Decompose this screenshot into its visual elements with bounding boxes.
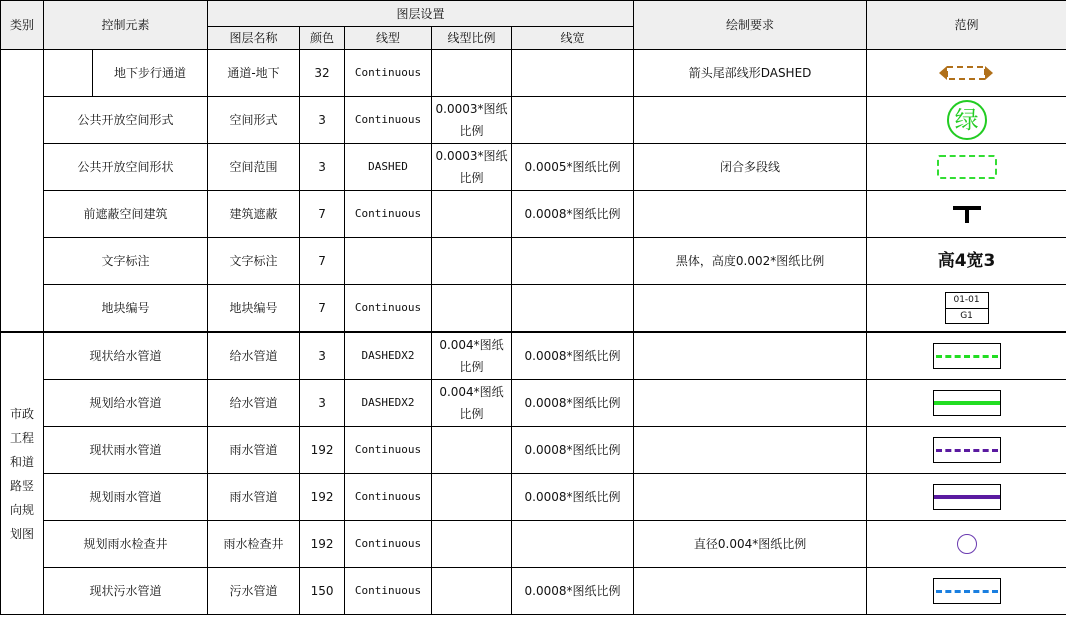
linetype-scale: 0.004*图纸比例 xyxy=(432,380,512,427)
element-name: 地下步行通道 xyxy=(93,50,208,97)
category-cell xyxy=(1,332,44,615)
line-sample-box xyxy=(933,437,1001,463)
legend-sample xyxy=(869,100,1064,140)
color-index: 150 xyxy=(300,568,345,615)
layer-name: 空间形式 xyxy=(208,97,300,144)
text-sample: 高4宽3 xyxy=(937,251,996,271)
linetype: Continuous xyxy=(345,191,432,238)
layer-name: 雨水管道 xyxy=(208,427,300,474)
header-linetype-scale: 线型比例 xyxy=(432,27,512,50)
linetype-scale: 0.0003*图纸比例 xyxy=(432,144,512,191)
layer-name: 建筑遮蔽 xyxy=(208,191,300,238)
lineweight: 0.0008*图纸比例 xyxy=(512,332,634,380)
lineweight xyxy=(512,285,634,333)
table-row xyxy=(1,380,1066,427)
t-symbol-icon xyxy=(953,203,981,225)
legend-cell xyxy=(867,191,1066,238)
legend-cell xyxy=(867,332,1066,380)
element-name: 现状给水管道 xyxy=(44,332,208,380)
table-row xyxy=(1,474,1066,521)
legend-sample xyxy=(869,343,1064,369)
line-sample-box xyxy=(933,343,1001,369)
dashed-rect-icon xyxy=(937,155,997,179)
header-lineweight: 线宽 xyxy=(512,27,634,50)
layer-name: 地块编号 xyxy=(208,285,300,333)
drawing-requirement: 闭合多段线 xyxy=(634,144,867,191)
table-row xyxy=(1,191,1066,238)
legend-sample xyxy=(869,390,1064,416)
header-layer-settings: 图层设置 xyxy=(208,1,634,27)
linetype-scale xyxy=(432,191,512,238)
table-row xyxy=(1,332,1066,380)
category-cell xyxy=(1,50,44,333)
green-circle-icon: 绿 xyxy=(947,100,987,140)
plot-number-box xyxy=(945,292,989,324)
linetype: Continuous xyxy=(345,474,432,521)
layer-name: 给水管道 xyxy=(208,380,300,427)
lineweight: 0.0008*图纸比例 xyxy=(512,474,634,521)
linetype xyxy=(345,238,432,285)
layer-name: 雨水管道 xyxy=(208,474,300,521)
header-sample: 范例 xyxy=(867,1,1066,50)
color-index: 3 xyxy=(300,97,345,144)
linetype-scale xyxy=(432,238,512,285)
table-row xyxy=(1,238,1066,285)
color-index: 192 xyxy=(300,427,345,474)
drawing-requirement: 直径0.004*图纸比例 xyxy=(634,521,867,568)
drawing-requirement xyxy=(634,332,867,380)
lineweight: 0.0008*图纸比例 xyxy=(512,568,634,615)
element-name: 地块编号 xyxy=(44,285,208,333)
plot-number-bottom: G1 xyxy=(960,310,973,321)
legend-cell xyxy=(867,50,1066,97)
layer-name: 给水管道 xyxy=(208,332,300,380)
legend-sample xyxy=(869,155,1064,179)
solid-line-icon xyxy=(934,495,1000,499)
lineweight xyxy=(512,50,634,97)
legend-cell xyxy=(867,97,1066,144)
linetype: Continuous xyxy=(345,427,432,474)
legend-sample xyxy=(869,292,1064,324)
element-name: 规划给水管道 xyxy=(44,380,208,427)
linetype: DASHEDX2 xyxy=(345,380,432,427)
linetype-scale xyxy=(432,521,512,568)
dashed-line-icon xyxy=(936,449,998,452)
legend-cell xyxy=(867,568,1066,615)
legend-cell xyxy=(867,474,1066,521)
linetype: Continuous xyxy=(345,568,432,615)
drawing-requirement: 箭头尾部线形DASHED xyxy=(634,50,867,97)
color-index: 192 xyxy=(300,474,345,521)
manhole-circle-icon xyxy=(957,534,977,554)
lineweight xyxy=(512,521,634,568)
legend-cell xyxy=(867,427,1066,474)
line-sample-box xyxy=(933,390,1001,416)
dashed-arrow-icon xyxy=(937,63,997,83)
lineweight: 0.0008*图纸比例 xyxy=(512,191,634,238)
table-row xyxy=(1,521,1066,568)
element-name: 规划雨水检查井 xyxy=(44,521,208,568)
linetype: Continuous xyxy=(345,50,432,97)
linetype-scale: 0.004*图纸比例 xyxy=(432,332,512,380)
legend-sample xyxy=(869,534,1064,554)
dashed-line-icon xyxy=(936,355,998,358)
linetype-scale xyxy=(432,568,512,615)
color-index: 3 xyxy=(300,332,345,380)
legend-sample xyxy=(869,203,1064,225)
linetype-scale: 0.0003*图纸比例 xyxy=(432,97,512,144)
element-name: 规划雨水管道 xyxy=(44,474,208,521)
drawing-requirement xyxy=(634,427,867,474)
legend-sample xyxy=(869,437,1064,463)
indent-cell xyxy=(44,50,93,97)
table-body xyxy=(1,1,1066,615)
legend-cell xyxy=(867,144,1066,191)
drawing-requirement xyxy=(634,380,867,427)
legend-cell xyxy=(867,521,1066,568)
lineweight: 0.0005*图纸比例 xyxy=(512,144,634,191)
linetype-scale xyxy=(432,474,512,521)
table-row xyxy=(1,285,1066,333)
linetype-scale xyxy=(432,427,512,474)
table-row xyxy=(1,144,1066,191)
lineweight xyxy=(512,97,634,144)
color-index: 3 xyxy=(300,144,345,191)
header-element: 控制元素 xyxy=(44,1,208,50)
header-category: 类别 xyxy=(1,1,44,50)
linetype: DASHED xyxy=(345,144,432,191)
layer-name: 污水管道 xyxy=(208,568,300,615)
lineweight xyxy=(512,238,634,285)
legend-cell xyxy=(867,285,1066,333)
table-row xyxy=(1,427,1066,474)
lineweight: 0.0008*图纸比例 xyxy=(512,427,634,474)
table-row xyxy=(1,97,1066,144)
legend-sample xyxy=(869,484,1064,510)
header-color: 颜色 xyxy=(300,27,345,50)
color-index: 7 xyxy=(300,285,345,333)
color-index: 32 xyxy=(300,50,345,97)
layer-name: 空间范围 xyxy=(208,144,300,191)
drawing-requirement: 黑体，高度0.002*图纸比例 xyxy=(634,238,867,285)
drawing-requirement xyxy=(634,568,867,615)
color-index: 7 xyxy=(300,238,345,285)
element-name: 前遮蔽空间建筑 xyxy=(44,191,208,238)
dashed-line-icon xyxy=(936,590,998,593)
drawing-requirement xyxy=(634,191,867,238)
table-row xyxy=(1,50,1066,97)
drawing-requirement xyxy=(634,474,867,521)
header-row-1 xyxy=(1,1,1066,27)
line-sample-box xyxy=(933,578,1001,604)
element-name: 现状雨水管道 xyxy=(44,427,208,474)
layer-name: 雨水检查井 xyxy=(208,521,300,568)
linetype: Continuous xyxy=(345,521,432,568)
category-label: 市政 工程 和道 路竖 向规 划图 xyxy=(9,406,34,541)
linetype: DASHEDX2 xyxy=(345,332,432,380)
element-name: 公共开放空间形式 xyxy=(44,97,208,144)
header-drawing-req: 绘制要求 xyxy=(634,1,867,50)
linetype: Continuous xyxy=(345,97,432,144)
linetype-scale xyxy=(432,285,512,333)
legend-cell xyxy=(867,380,1066,427)
element-name: 文字标注 xyxy=(44,238,208,285)
plot-number-top: 01-01 xyxy=(946,293,988,309)
element-name: 现状污水管道 xyxy=(44,568,208,615)
solid-line-icon xyxy=(934,401,1000,405)
color-index: 7 xyxy=(300,191,345,238)
legend-sample xyxy=(869,578,1064,604)
element-name: 公共开放空间形状 xyxy=(44,144,208,191)
lineweight: 0.0008*图纸比例 xyxy=(512,380,634,427)
legend-sample xyxy=(869,63,1064,83)
table-row xyxy=(1,568,1066,615)
line-sample-box xyxy=(933,484,1001,510)
drawing-requirement xyxy=(634,97,867,144)
layer-name: 通道-地下 xyxy=(208,50,300,97)
color-index: 3 xyxy=(300,380,345,427)
color-index: 192 xyxy=(300,521,345,568)
legend-cell xyxy=(867,238,1066,285)
header-linetype: 线型 xyxy=(345,27,432,50)
layer-name: 文字标注 xyxy=(208,238,300,285)
drawing-requirement xyxy=(634,285,867,333)
linetype: Continuous xyxy=(345,285,432,333)
header-layer-name: 图层名称 xyxy=(208,27,300,50)
linetype-scale xyxy=(432,50,512,97)
legend-sample xyxy=(869,250,1064,272)
